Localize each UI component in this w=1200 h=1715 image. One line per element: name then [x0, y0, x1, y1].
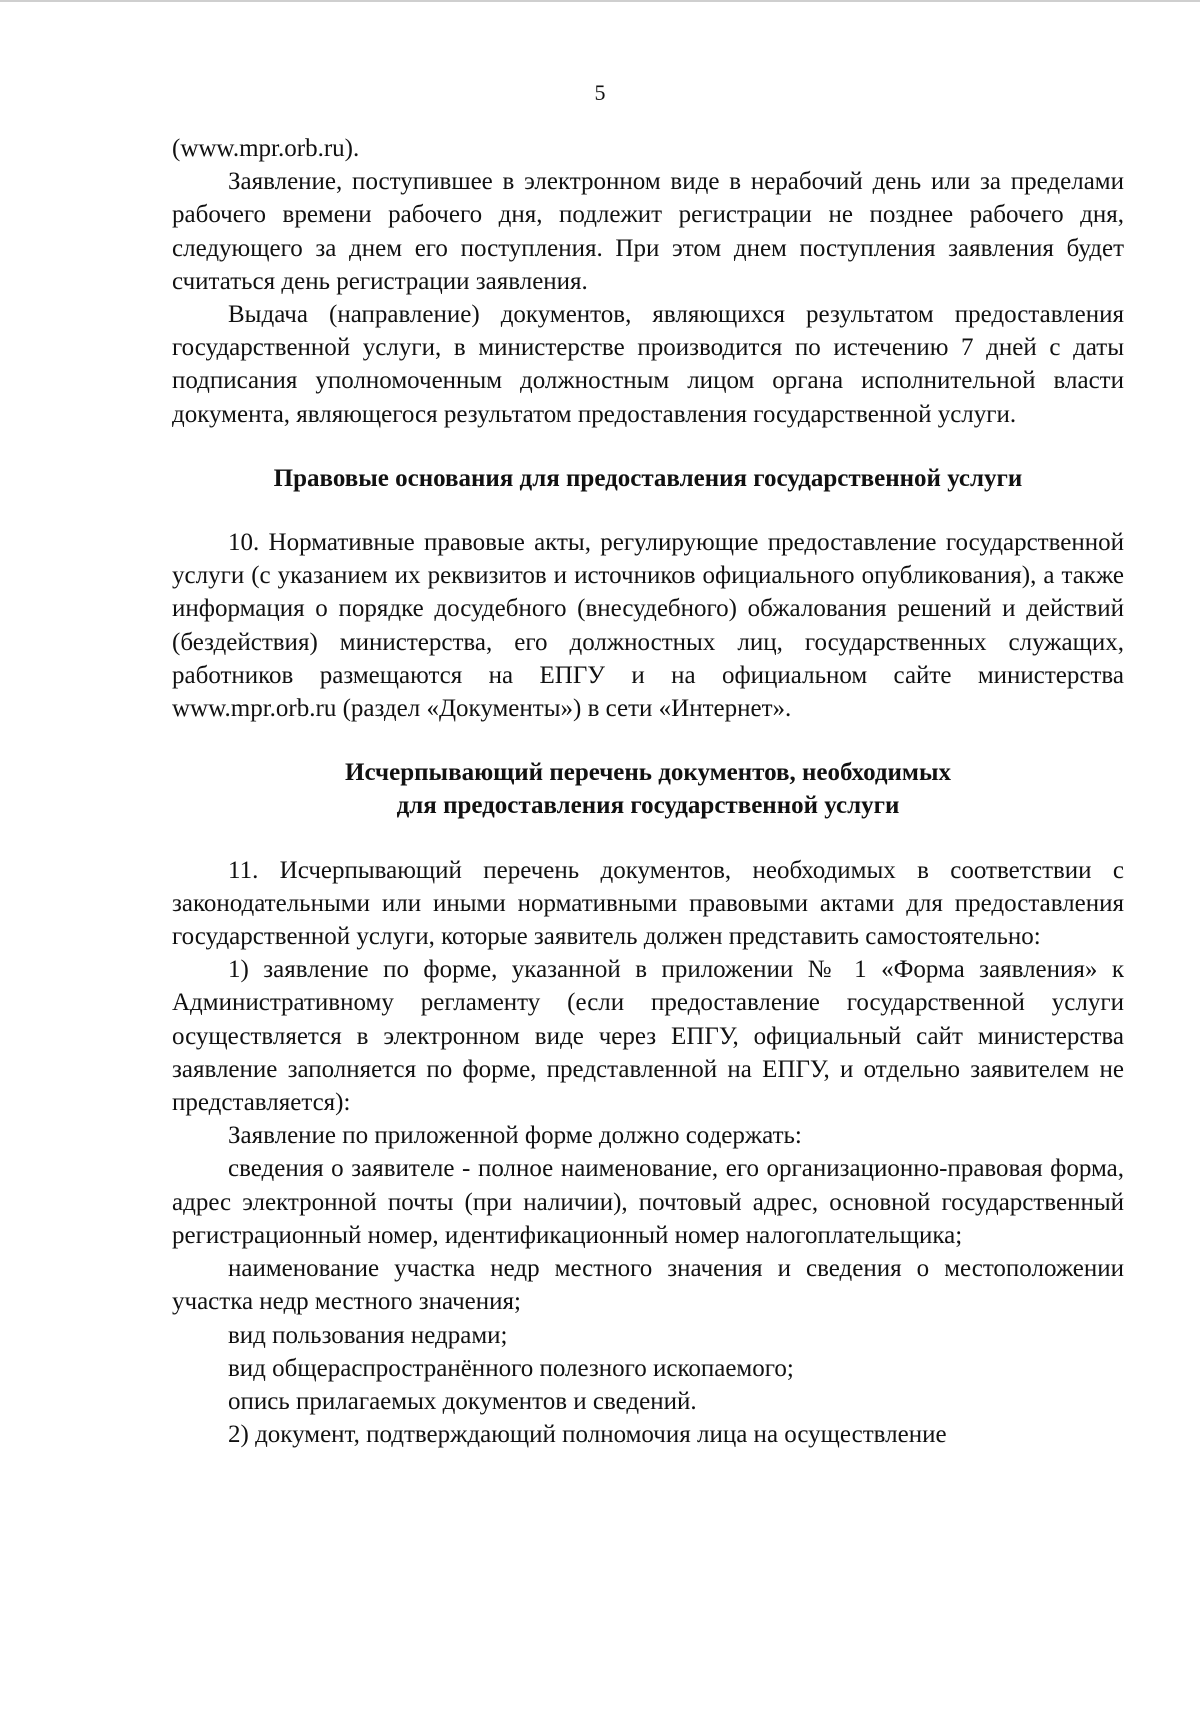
spacer [172, 431, 1124, 462]
heading-legal-basis: Правовые основания для предоставления государственной услуги [273, 464, 1023, 492]
spacer [172, 725, 1124, 756]
paragraph-11-documents: 11. Исчерпывающий перечень документов, необходимых в соответствии с законодательными или иными нормативными правовыми актами для предоставления государственной услуги, которые заявитель должен представить самостоятельно: [172, 856, 1124, 951]
page-number: 5 [594, 80, 606, 105]
paragraph-electronic-application: Заявление, поступившее в электронном виде в нерабочий день или за пределами рабочего времени рабочего дня, подлежит регистрации не позднее рабочего дня, следующего за днем его поступления. При этом днем поступления заявления будет считаться день регистрации заявления. [172, 168, 1124, 295]
paragraph-application-contents: Заявление по приложенной форме должно содержать: [228, 1122, 802, 1150]
list-item-inventory: опись прилагаемых документов и сведений. [228, 1387, 697, 1415]
heading-documents-list [172, 756, 1124, 822]
paragraph-issuance: Выдача (направление) документов, являющихся результатом предоставления государственной услуги, в министерстве производится по истечению 7 дней с даты подписания уполномоченным должностным лицом органа исполнительной власти документа, являющегося результатом предоставления государственной услуги. [172, 301, 1124, 428]
paragraph-website-ref: (www.mpr.orb.ru). [172, 135, 360, 162]
page-content [172, 132, 1124, 1451]
heading-documents-line-1: Исчерпывающий перечень документов, необходимых [345, 759, 951, 787]
list-item-applicant-info: сведения о заявителе - полное наименование, его организационно-правовая форма, адрес электронной почты (при наличии), почтовый адрес, основной государственный регистрационный номер, идентификационный номер налогоплательщика; [172, 1155, 1124, 1249]
list-item-mineral-type: вид общераспространённого полезного ископаемого; [228, 1354, 794, 1382]
spacer [172, 823, 1124, 854]
spacer [172, 495, 1124, 526]
page-top-edge [0, 0, 1200, 2]
heading-documents-line-2: для предоставления государственной услуги [396, 792, 900, 820]
paragraph-10-legal-acts: 10. Нормативные правовые акты, регулирующие предоставление государственной услуги (с указанием их реквизитов и источников официального опубликования), а также информация о порядке досудебного (внесудебного) обжалования решений и действий (бездействия) министерства, его должностных лиц, государственных служащих, работников размещаются на ЕПГУ и на официальном сайте министерства www.mpr.orb.ru (раздел «Документы») в сети «Интернет». [172, 529, 1124, 723]
list-item-subsoil-site: наименование участка недр местного значения и сведения о местоположении участка недр местного значения; [172, 1255, 1124, 1316]
list-item-subsoil-use-type: вид пользования недрами; [228, 1321, 508, 1349]
list-item-1-application: 1) заявление по форме, указанной в приложении № 1 «Форма заявления» к Административному регламенту (если предоставление государственной услуги осуществляется в электронном виде через ЕПГУ, официальный сайт министерства заявление заполняется по форме, представленной на ЕПГУ, и отдельно заявителем не представляется): [172, 956, 1124, 1117]
list-item-2-authority-document: 2) документ, подтверждающий полномочия лица на осуществление [228, 1421, 947, 1449]
